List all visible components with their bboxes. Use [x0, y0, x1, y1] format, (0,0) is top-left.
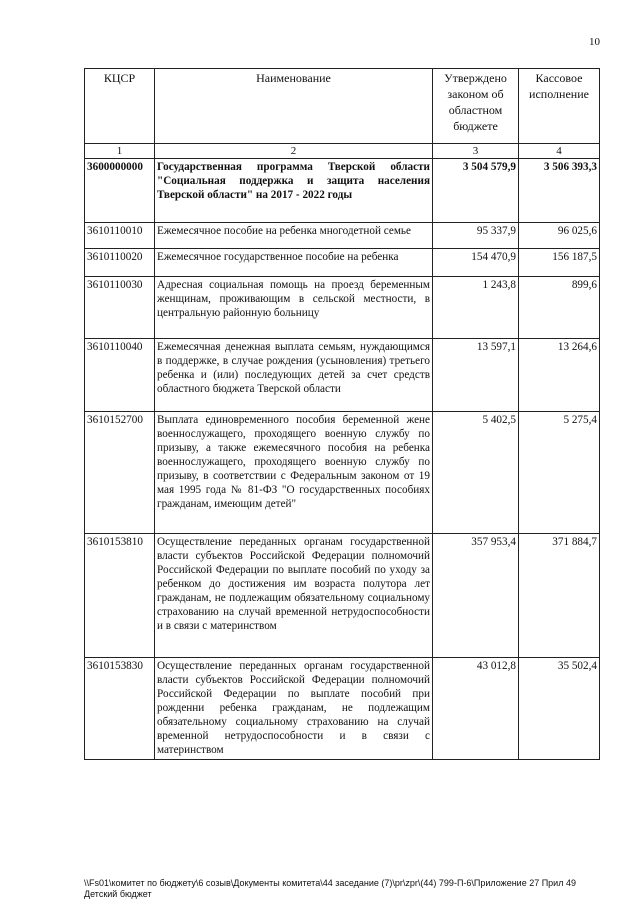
row-approved: 1 243,8 — [433, 277, 519, 339]
row-executed: 13 264,6 — [519, 339, 600, 412]
column-number: 2 — [155, 144, 433, 159]
row-approved: 5 402,5 — [433, 412, 519, 534]
table-header-row — [85, 69, 600, 144]
row-approved: 95 337,9 — [433, 223, 519, 249]
row-code: 3610153830 — [85, 658, 155, 760]
row-approved: 357 953,4 — [433, 534, 519, 658]
row-executed: 899,6 — [519, 277, 600, 339]
header-executed: Кассовое исполнение — [519, 69, 600, 144]
column-number: 4 — [519, 144, 600, 159]
row-approved: 13 597,1 — [433, 339, 519, 412]
column-number: 1 — [85, 144, 155, 159]
row-executed: 371 884,7 — [519, 534, 600, 658]
footer-file-path: \\Fs01\комитет по бюджету\6 созыв\Документы комитета\44 заседание (7)\pr\zpr\(44) 799-П-6\Приложение 27 Прил 49 Детский бюджет — [84, 878, 576, 899]
column-number: 3 — [433, 144, 519, 159]
row-executed: 5 275,4 — [519, 412, 600, 534]
table-row — [85, 339, 600, 412]
row-code: 3600000000 — [85, 159, 155, 223]
row-code: 3610152700 — [85, 412, 155, 534]
budget-table — [84, 68, 600, 760]
row-name: Ежемесячное пособие на ребенка многодетной семье — [155, 223, 433, 249]
table-row — [85, 534, 600, 658]
row-name: Адресная социальная помощь на проезд беременным женщинам, проживающим в сельской местности, в центральную районную больницу — [155, 277, 433, 339]
row-name: Государственная программа Тверской области "Социальная поддержка и защита населения Тверской области" на 2017 - 2022 годы — [155, 159, 433, 223]
row-approved: 154 470,9 — [433, 249, 519, 277]
header-name: Наименование — [155, 69, 433, 144]
row-code: 3610110020 — [85, 249, 155, 277]
row-code: 3610153810 — [85, 534, 155, 658]
header-code: КЦСР — [85, 69, 155, 144]
page-number: 10 — [589, 36, 600, 48]
table-row — [85, 277, 600, 339]
row-name: Осуществление переданных органам государственной власти субъектов Российской Федерации полномочий Российской Федерации по выплате пособий при рожденни ребенка гражданам, не подлежащим обязательному социальному страхованию на случай временной нетрудоспособности и в связи с материнством — [155, 658, 433, 760]
table-row — [85, 658, 600, 760]
row-name: Ежемесячное государственное пособие на ребенка — [155, 249, 433, 277]
row-name: Ежемесячная денежная выплата семьям, нуждающимся в поддержке, в случае рождения (усыновления) третьего ребенка и (или) последующих детей за счет средств областного бюджета Тверской области — [155, 339, 433, 412]
table-row — [85, 223, 600, 249]
row-code: 3610110030 — [85, 277, 155, 339]
column-number-row — [85, 144, 600, 159]
row-code: 3610110040 — [85, 339, 155, 412]
row-executed: 3 506 393,3 — [519, 159, 600, 223]
row-approved: 43 012,8 — [433, 658, 519, 760]
table-row — [85, 412, 600, 534]
row-code: 3610110010 — [85, 223, 155, 249]
table-row — [85, 159, 600, 223]
row-executed: 156 187,5 — [519, 249, 600, 277]
row-name: Осуществление переданных органам государственной власти субъектов Российской Федерации полномочий Российской Федерации по выплате пособий по уходу за ребенком до достижения им возраста полутора лет гражданам, не подлежащим обязательному социальному страхованию на случай временной нетрудоспособности и в связи с материнством — [155, 534, 433, 658]
row-executed: 35 502,4 — [519, 658, 600, 760]
row-name: Выплата единовременного пособия беременной жене военнослужащего, проходящего военную службу по призыву, а также ежемесячного пособия на ребенка военнослужащего, проходящего военную службу по призыву, в соответствии с Федеральным законом от 19 мая 1995 года № 81-ФЗ "О государственных пособиях гражданам, имеющим детей" — [155, 412, 433, 534]
row-approved: 3 504 579,9 — [433, 159, 519, 223]
row-executed: 96 025,6 — [519, 223, 600, 249]
header-approved: Утверждено законом об областном бюджете — [433, 69, 519, 144]
table-row — [85, 249, 600, 277]
